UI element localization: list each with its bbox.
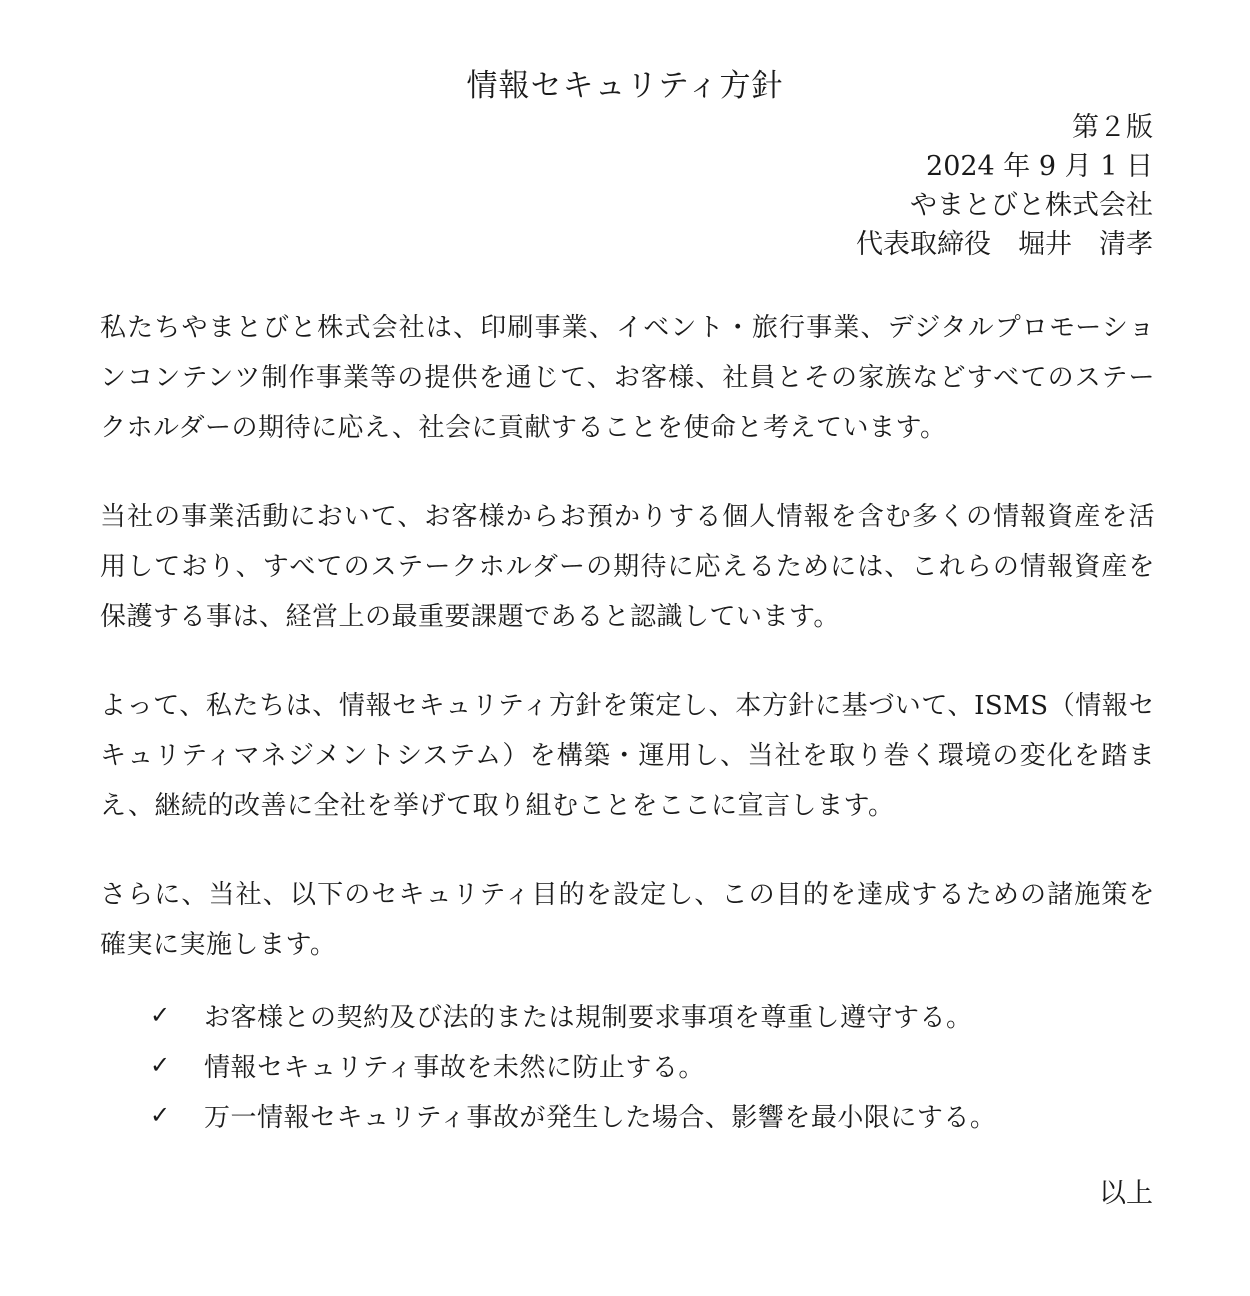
paragraph-security-objectives: さらに、当社、以下のセキュリティ目的を設定し、この目的を達成するための諸施策を確実に実施します。 <box>100 880 1155 960</box>
representative-name: 代表取締役 堀井 清孝 <box>856 229 1153 260</box>
paragraph-information-assets: 当社の事業活動において、お客様からお預かりする個人情報を含む多くの情報資産を活用しており、すべてのステークホルダーの期待に応えるためには、これらの情報資産を保護する事は、経営上の最重要課題であると認識しています。 <box>100 502 1155 632</box>
checkmark-icon: ✓ <box>150 1051 171 1079</box>
objective-text: お客様との契約及び法的または規制要求事項を尊重し遵守する。 <box>204 1002 973 1033</box>
closing-remark: 以上 <box>1099 1178 1153 1209</box>
objective-text: 情報セキュリティ事故を未然に防止する。 <box>204 1052 705 1083</box>
paragraph-isms-declaration: よって、私たちは、情報セキュリティ方針を策定し、本方針に基づいて、ISMS（情報セキュリティマネジメントシステム）を構築・運用し、当社を取り巻く環境の変化を踏まえ、継続的改善に全社を挙げて取り組むことをここに宣言します。 <box>100 691 1155 821</box>
edition-label: 第２版 <box>1072 112 1153 143</box>
objective-item <box>150 990 1150 1040</box>
issue-date: 2024 年 9 月 1 日 <box>926 151 1153 182</box>
document-title: 情報セキュリティ方針 <box>466 68 784 104</box>
checkmark-icon: ✓ <box>150 1001 171 1029</box>
company-name: やまとびと株式会社 <box>910 190 1153 221</box>
objective-item <box>150 1090 1150 1140</box>
objective-text: 万一情報セキュリティ事故が発生した場合、影響を最小限にする。 <box>204 1102 997 1133</box>
document-body <box>100 303 1155 1009</box>
document-header-meta <box>856 108 1153 264</box>
objective-item <box>150 1040 1150 1090</box>
paragraph-mission: 私たちやまとびと株式会社は、印刷事業、イベント・旅行事業、デジタルプロモーションコンテンツ制作事業等の提供を通じて、お客様、社員とその家族などすべてのステークホルダーの期待に応え、社会に貢献することを使命と考えています。 <box>100 313 1155 443</box>
checkmark-icon: ✓ <box>150 1101 171 1129</box>
objectives-checklist <box>150 990 1150 1140</box>
